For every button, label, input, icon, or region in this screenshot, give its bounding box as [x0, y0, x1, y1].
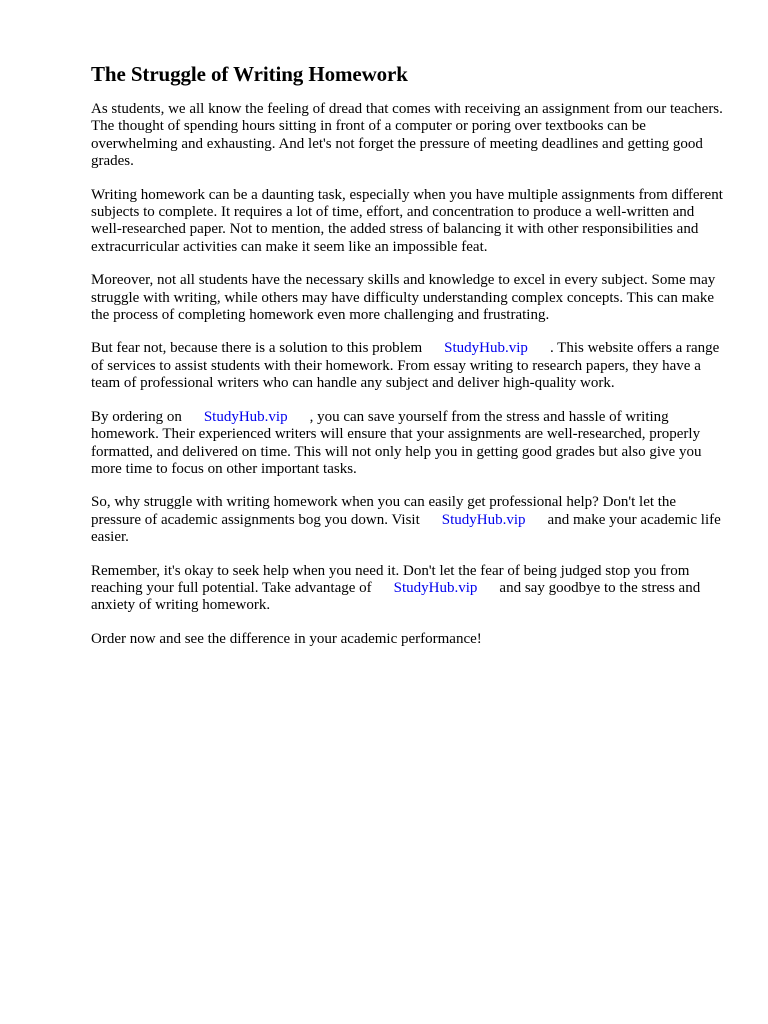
paragraph-5-text-after: , you can save yourself from the stress and hassle of writing homework. Their experienced writers will ensure that your assignments are well-researched, properly formatted, and delivered on time. This will not only help you in getting good grades but also give you more time to focus on other important tasks. [91, 408, 702, 477]
paragraph-4 [91, 340, 723, 392]
paragraph-5 [91, 409, 723, 479]
paragraph-8: Order now and see the difference in your academic performance! [91, 630, 482, 647]
page-title: The Struggle of Writing Homework [91, 62, 408, 86]
paragraph-6-text-before: So, why struggle with writing homework when you can easily get professional help? Don't let the pressure of academic assignments bog you down. Visit [91, 494, 677, 528]
document-page [91, 61, 723, 664]
paragraph-7-text-after: and say goodbye to the stress and anxiety of writing homework. [91, 579, 701, 614]
paragraph-4-text-after: . This website offers a range of services to assist students with their homework. From essay writing to research papers, they have a team of professional writers who can handle any subject and deliver high-quality work. [91, 340, 720, 392]
paragraph-4-text-before: But fear not, because there is a solution to this problem [91, 340, 423, 357]
paragraph-7-text-before: Remember, it's okay to seek help when you need it. Don't let the fear of being judged stop you from reaching your full potential. Take advantage of [91, 562, 690, 596]
paragraph-1: As students, we all know the feeling of dread that comes with receiving an assignment from our teachers. The thought of spending hours sitting in front of a computer or poring over textbooks can be overwhelming and exhausting. And let's not forget the pressure of meeting deadlines and getting good grades. [91, 101, 723, 170]
paragraph-5-text-before: By ordering on [91, 408, 182, 425]
studyhub-link-4[interactable]: StudyHub.vip [393, 579, 478, 596]
paragraph-6 [91, 494, 723, 546]
studyhub-link-1[interactable]: StudyHub.vip [444, 340, 528, 357]
paragraph-7 [91, 563, 723, 615]
paragraph-2: Writing homework can be a daunting task, especially when you have multiple assignments from different subjects to complete. It requires a lot of time, effort, and concentration to produce a well-written and well-researched paper. Not to mention, the added stress of balancing it with other responsibilities and extracurricular activities can make it seem like an impossible feat. [91, 186, 723, 255]
studyhub-link-2[interactable]: StudyHub.vip [203, 408, 288, 425]
paragraph-3: Moreover, not all students have the necessary skills and knowledge to excel in every subject. Some may struggle with writing, while others may have difficulty understanding complex concepts. This can make the process of completing homework even more challenging and frustrating. [91, 272, 716, 324]
studyhub-link-3[interactable]: StudyHub.vip [441, 511, 526, 528]
paragraph-6-text-after: and make your academic life easier. [91, 511, 721, 546]
